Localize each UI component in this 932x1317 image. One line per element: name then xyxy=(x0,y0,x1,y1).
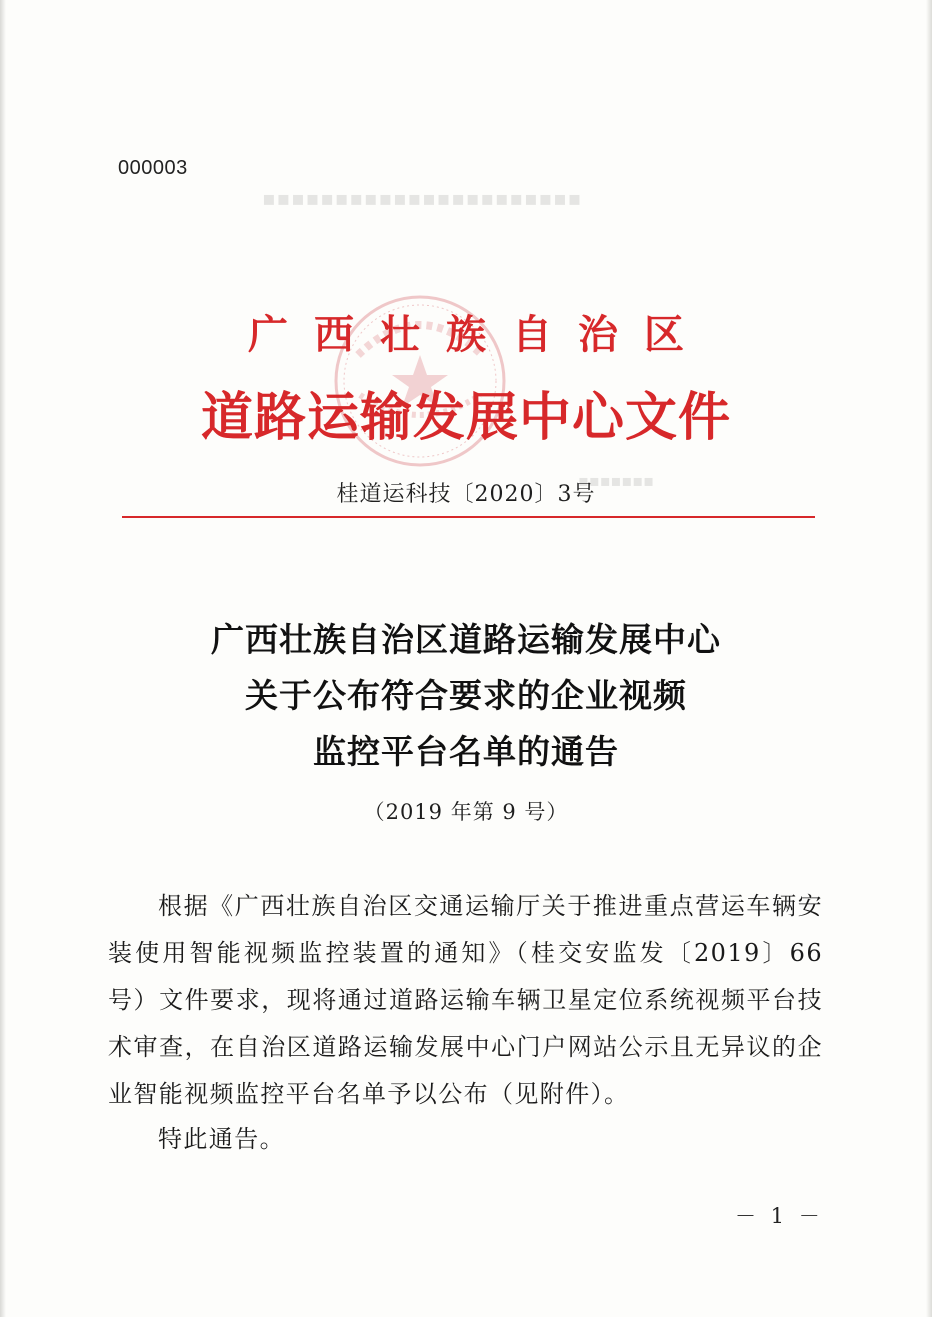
closing-statement: 特此通告。 xyxy=(158,1125,285,1153)
title-line-3: 监控平台名单的通告 xyxy=(313,732,619,771)
serial-number: 000003 xyxy=(118,157,188,179)
title-line-1: 广西壮族自治区道路运输发展中心 xyxy=(211,620,721,659)
body-paragraph: 根据《广西壮族自治区交通运输厅关于推进重点营运车辆安装使用智能视频监控装置的通知》（桂交安监发〔2019〕66 号）文件要求，现将通过道路运输车辆卫星定位系统视频平台技术审查，在自治区道路运输发展中心门户网站公示且无异议的企业智能视频监控平台名单予以公布（见附件）。 xyxy=(108,892,823,1108)
title-line-2: 关于公布符合要求的企业视频 xyxy=(245,676,687,715)
reverse-side-bleed-through: ▪▪▪▪▪▪▪▪▪▪▪▪▪▪▪▪▪▪▪▪▪▪ xyxy=(262,186,583,210)
issuer-line-region: 广西壮族自治区 xyxy=(248,312,710,358)
issuer-line-agency-document: 道路运输发展中心文件 xyxy=(200,388,731,448)
document-number: 桂道运科技〔2020〕3号 xyxy=(336,482,596,507)
notice-title xyxy=(0,612,932,780)
page-number: － 1 － xyxy=(735,1204,824,1228)
reverse-side-bleed-through-2: ▪▪▪▪▪▪▪ xyxy=(578,471,654,490)
notice-subtitle-number: （2019 年第 9 号） xyxy=(363,800,569,824)
header-red-divider xyxy=(122,516,815,518)
body-content xyxy=(108,883,823,1118)
